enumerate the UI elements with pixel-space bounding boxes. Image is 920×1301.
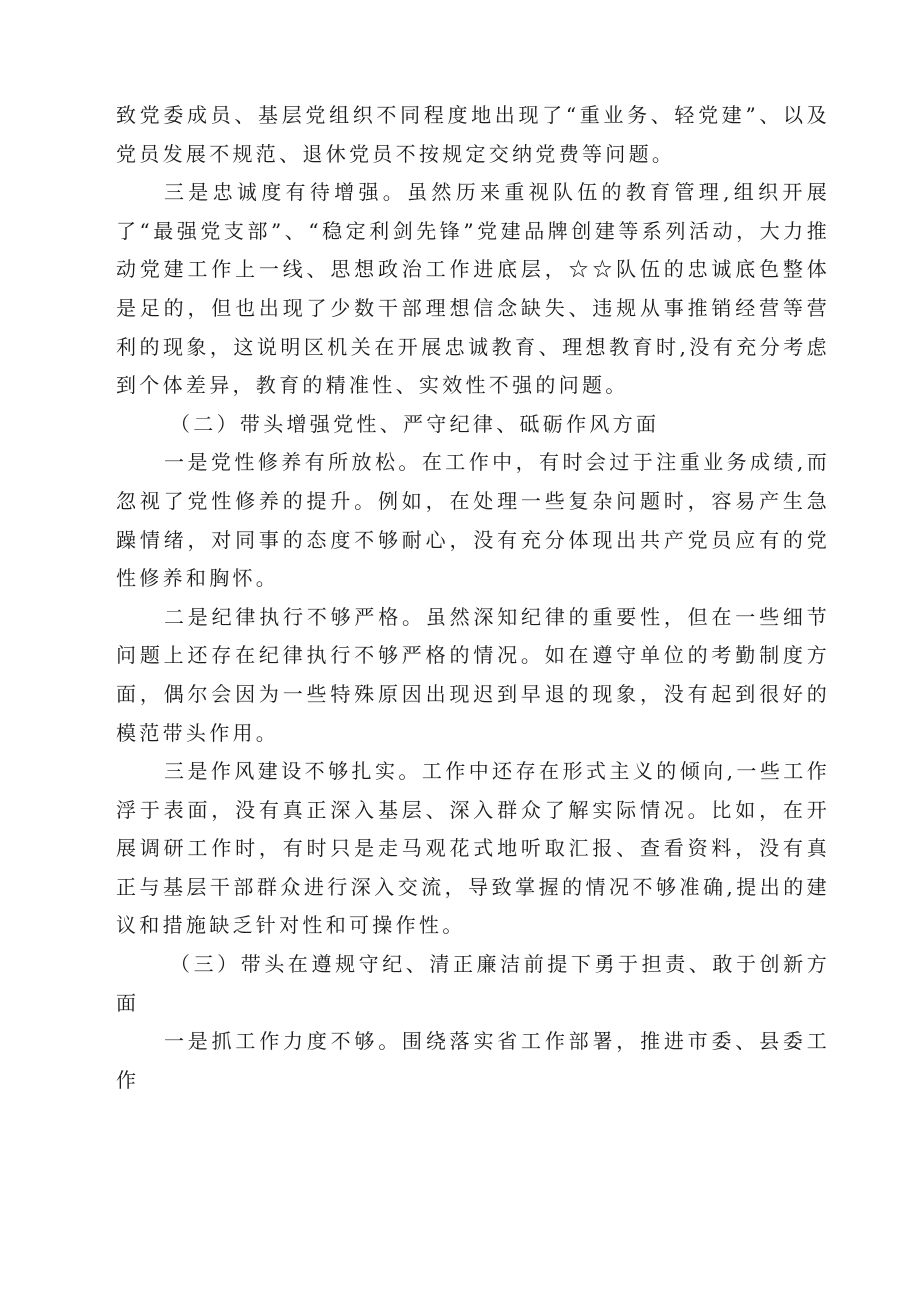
paragraph-continued: 致党委成员、基层党组织不同程度地出现了“重业务、轻党建”、以及党员发展不规范、退休党员不按规定交纳党费等问题。 <box>116 103 830 166</box>
paragraph-work-intensity: 一是抓工作力度不够。围绕落实省工作部署，推进市委、县委工作 <box>116 1029 830 1092</box>
document-page <box>116 96 830 1099</box>
paragraph-party-spirit: 一是党性修养有所放松。在工作中，有时会过于注重业务成绩,而忽视了党性修养的提升。例如，在处理一些复杂问题时，容易产生急躁情绪，对同事的态度不够耐心，没有充分体现出共产党员应有的党性修养和胸怀。 <box>116 450 830 591</box>
section-heading-2: （二）带头增强党性、严守纪律、砥砺作风方面 <box>170 411 660 436</box>
paragraph-work-style: 三是作风建设不够扎实。工作中还存在形式主义的倾向,一些工作浮于表面，没有真正深入基层、深入群众了解实际情况。比如，在开展调研工作时，有时只是走马观花式地听取汇报、查看资料，没有真正与基层干部群众进行深入交流，导致掌握的情况不够准确,提出的建议和措施缺乏针对性和可操作性。 <box>116 759 830 938</box>
section-heading-3: （三）带头在遵规守纪、清正廉洁前提下勇于担责、敢于创新方面 <box>116 952 830 1015</box>
paragraph-loyalty: 三是忠诚度有待增强。虽然历来重视队伍的教育管理,组织开展了“最强党支部”、“稳定利剑先锋”党建品牌创建等系列活动，大力推动党建工作上一线、思想政治工作进底层，☆☆队伍的忠诚底色整体是足的，但也出现了少数干部理想信念缺失、违规从事推销经营等营利的现象，这说明区机关在开展忠诚教育、理想教育时,没有充分考虑到个体差异，教育的精准性、实效性不强的问题。 <box>116 180 830 398</box>
paragraph-discipline: 二是纪律执行不够严格。虽然深知纪律的重要性，但在一些细节问题上还存在纪律执行不够严格的情况。如在遵守单位的考勤制度方面，偶尔会因为一些特殊原因出现迟到早退的现象，没有起到很好的模范带头作用。 <box>116 604 830 745</box>
